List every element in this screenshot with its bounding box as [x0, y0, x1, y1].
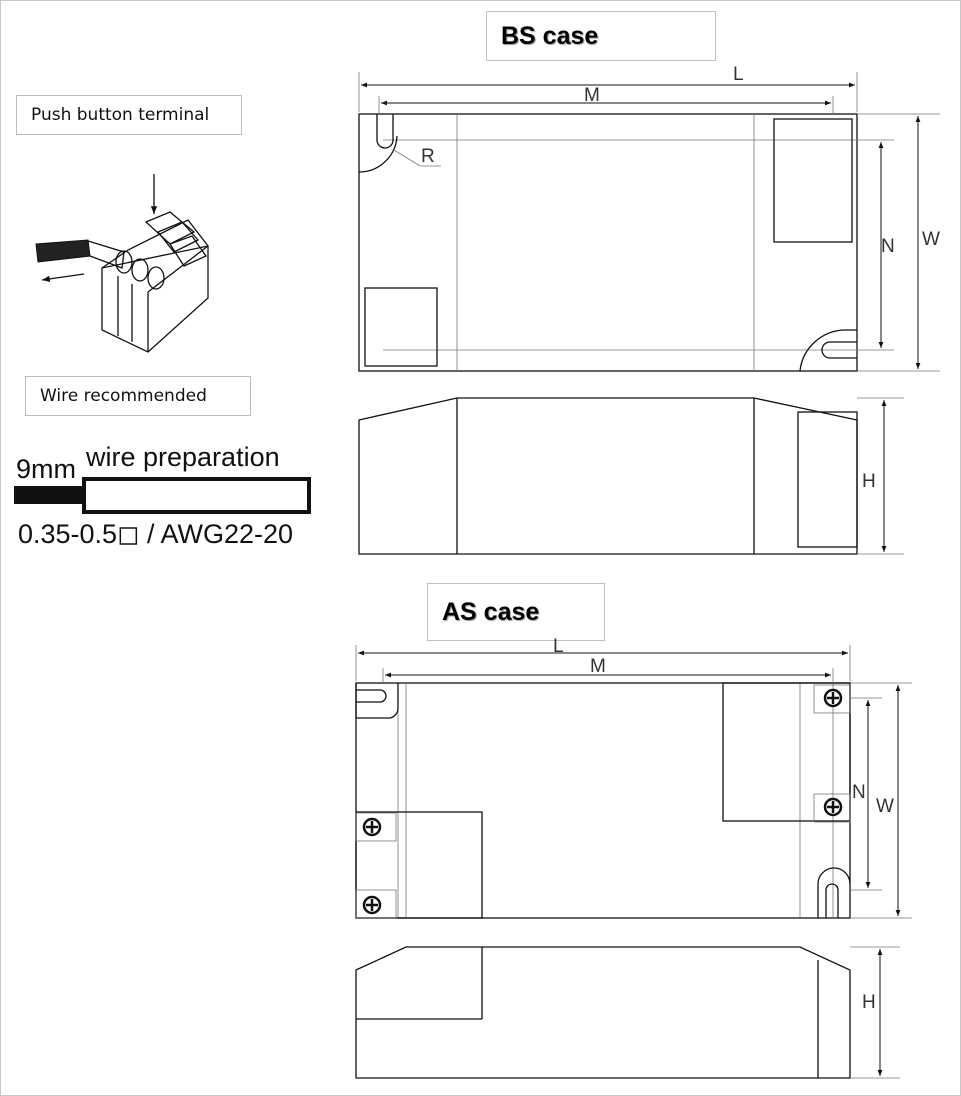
wire-preparation-text: wire preparation — [86, 442, 280, 472]
as-case-top-view — [356, 636, 912, 918]
as-case-title: AS case — [427, 583, 605, 641]
screw-icon — [825, 799, 841, 815]
bs-dim-n: N — [881, 236, 895, 257]
bs-case-side-view — [359, 398, 904, 554]
screw-icon — [364, 819, 380, 835]
bs-case-top-view — [359, 64, 940, 371]
wire-recommended-label: Wire recommended — [25, 376, 251, 416]
screw-icon — [825, 690, 841, 706]
as-case-side-view — [356, 947, 900, 1078]
wire-preparation-diagram — [14, 442, 309, 549]
bs-dim-m: M — [584, 85, 600, 106]
push-terminal-illustration — [36, 174, 208, 352]
as-dim-h: H — [862, 992, 876, 1013]
bs-dim-w: W — [922, 229, 940, 250]
as-dim-w: W — [876, 796, 894, 817]
bs-dim-r: R — [421, 146, 435, 167]
as-dim-l: L — [553, 636, 564, 657]
bs-dim-l: L — [733, 64, 744, 85]
bs-case-title: BS case — [486, 11, 716, 61]
strip-length-text: 9mm — [16, 454, 76, 484]
as-dim-n: N — [852, 782, 866, 803]
bs-dim-h: H — [862, 471, 876, 492]
pull-arrow-icon — [42, 274, 84, 280]
push-button-terminal-label: Push button terminal — [16, 95, 242, 135]
wire-gauge-text: 0.35-0.5◻ / AWG22-20 — [18, 519, 294, 549]
as-dim-m: M — [590, 656, 606, 677]
screw-icon — [364, 897, 380, 913]
